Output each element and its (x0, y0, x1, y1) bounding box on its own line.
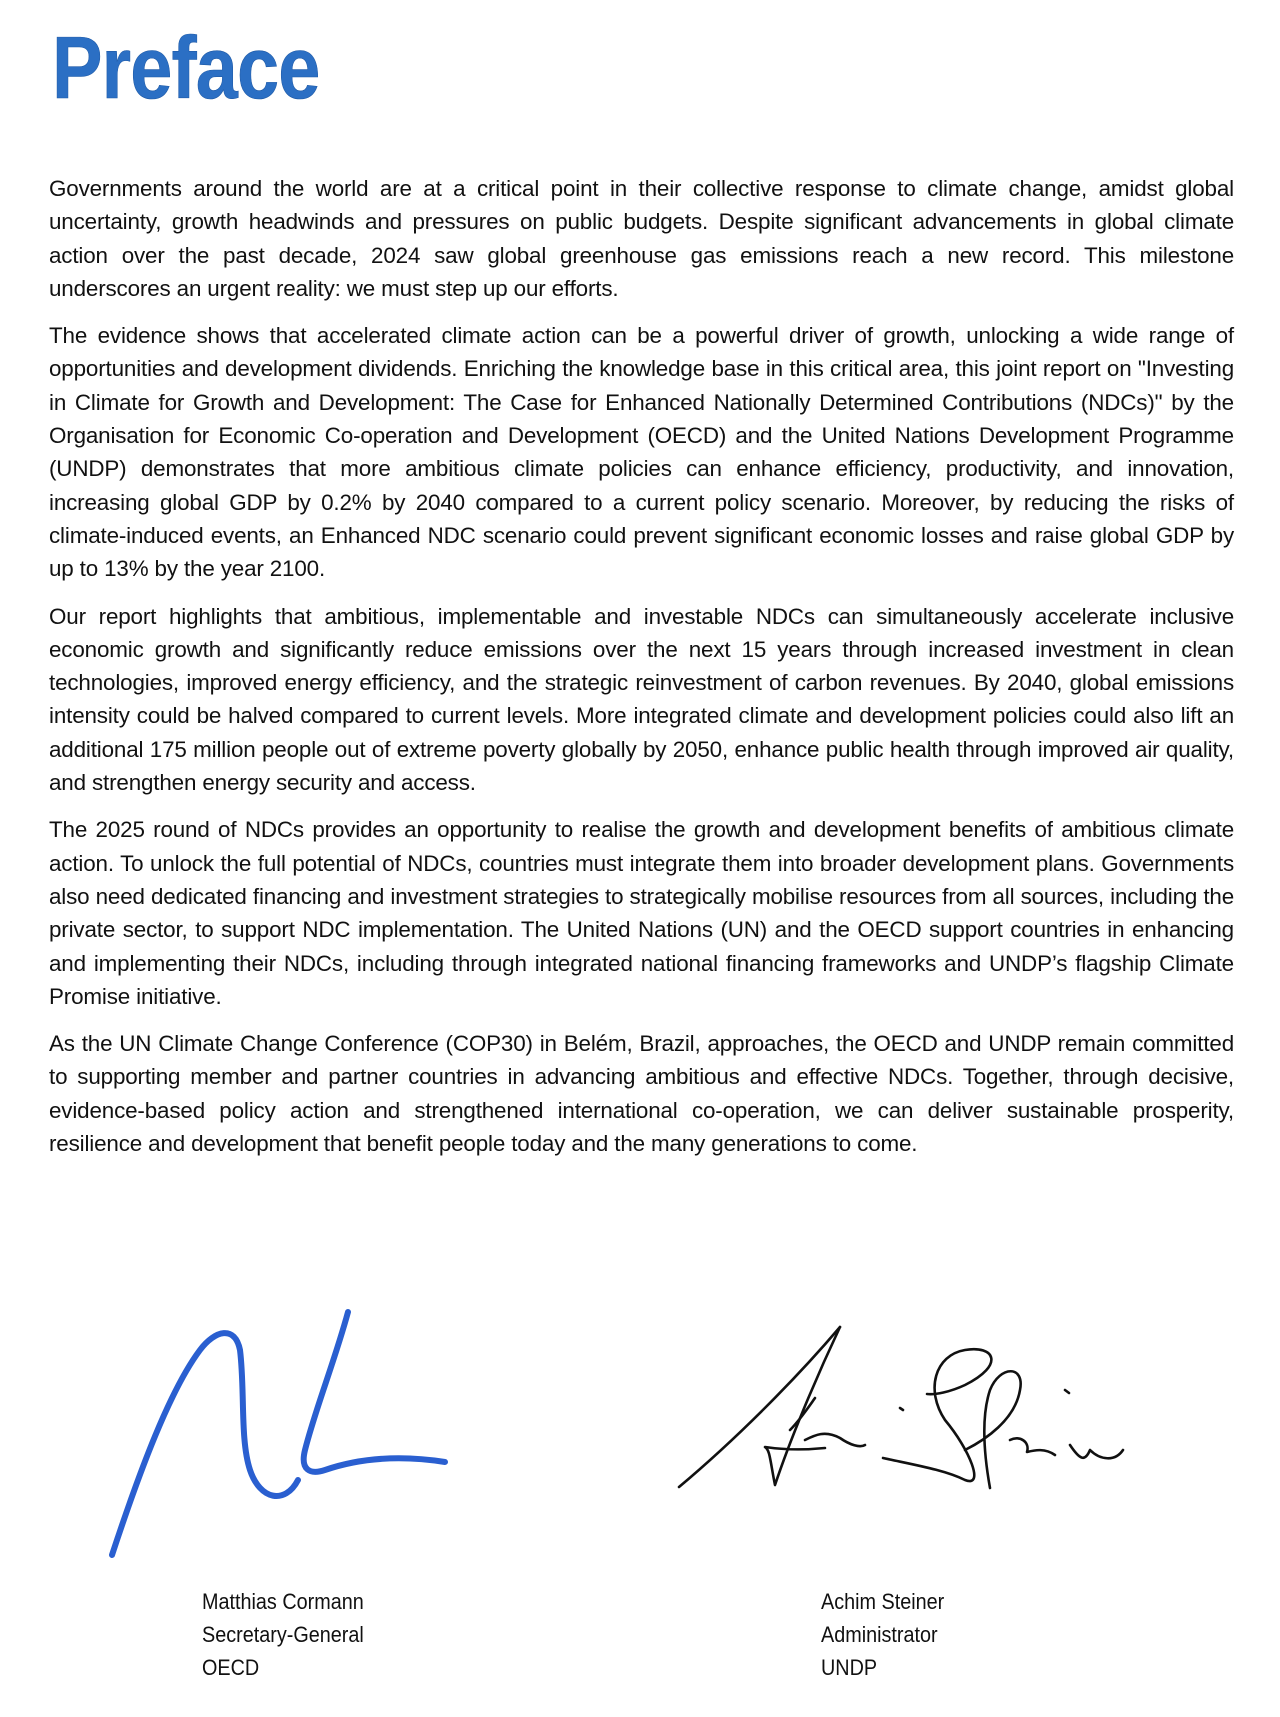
signature-cormann-icon (100, 1290, 460, 1560)
paragraph-2: The evidence shows that accelerated climate action can be a powerful driver of growth, unlocking a wide range of opportunities and development dividends. Enriching the knowledge base in this critical area, this joint report on "Investing in Climate for Growth and Development: The Case for Enhanced Nationally Determined Contributions (NDCs)" by the Organisation for Economic Co-operation and Development (OECD) and the United Nations Development Programme (UNDP) demonstrates that more ambitious climate policies can enhance efficiency, productivity, and innovation, increasing global GDP by 0.2% by 2040 compared to a current policy scenario. Moreover, by reducing the risks of climate-induced events, an Enhanced NDC scenario could prevent significant economic losses and raise global GDP by up to 13% by the year 2100. (49, 323, 1234, 582)
signatory-role: Secretary-General (202, 1622, 364, 1647)
paragraph-4: The 2025 round of NDCs provides an opportunity to realise the growth and development benefits of ambitious climate action. To unlock the full potential of NDCs, countries must integrate them into broader development plans. Governments also need dedicated financing and investment strategies to strategically mobilise resources from all sources, including the private sector, to support NDC implementation. The United Nations (UN) and the OECD support countries in enhancing and implementing their NDCs, including through integrated national financing frameworks and UNDP’s flagship Climate Promise initiative. (49, 817, 1234, 1009)
page-title: Preface (52, 18, 320, 117)
signature-steiner-icon (665, 1310, 1135, 1500)
signatory-role: Administrator (821, 1622, 938, 1647)
signatory-name: Achim Steiner (821, 1589, 945, 1614)
signatory-block-undp (821, 1585, 944, 1684)
preface-body (49, 172, 1234, 1174)
paragraph-1: Governments around the world are at a critical point in their collective response to climate change, amidst global uncertainty, growth headwinds and pressures on public budgets. Despite significant advancements in global climate action over the past decade, 2024 saw global greenhouse gas emissions reach a new record. This milestone underscores an urgent reality: we must step up our efforts. (49, 176, 1234, 301)
signatory-block-oecd (202, 1585, 364, 1684)
signatory-organisation: OECD (202, 1655, 260, 1680)
paragraph-3: Our report highlights that ambitious, implementable and investable NDCs can simultaneously accelerate inclusive economic growth and significantly reduce emissions over the next 15 years through increased investment in clean technologies, improved energy efficiency, and the strategic reinvestment of carbon revenues. By 2040, global emissions intensity could be halved compared to current levels. More integrated climate and development policies could also lift an additional 175 million people out of extreme poverty globally by 2050, enhance public health through improved air quality, and strengthen energy security and access. (49, 603, 1234, 796)
signatory-name: Matthias Cormann (202, 1589, 364, 1614)
signatory-organisation: UNDP (821, 1655, 878, 1680)
paragraph-5: As the UN Climate Change Conference (COP30) in Belém, Brazil, approaches, the OECD and UNDP remain committed to supporting member and partner countries in advancing ambitious and effective NDCs. Together, through decisive, evidence-based policy action and strengthened international co-operation, we can deliver sustainable prosperity, resilience and development that benefit people today and the many generations to come. (49, 1031, 1234, 1157)
